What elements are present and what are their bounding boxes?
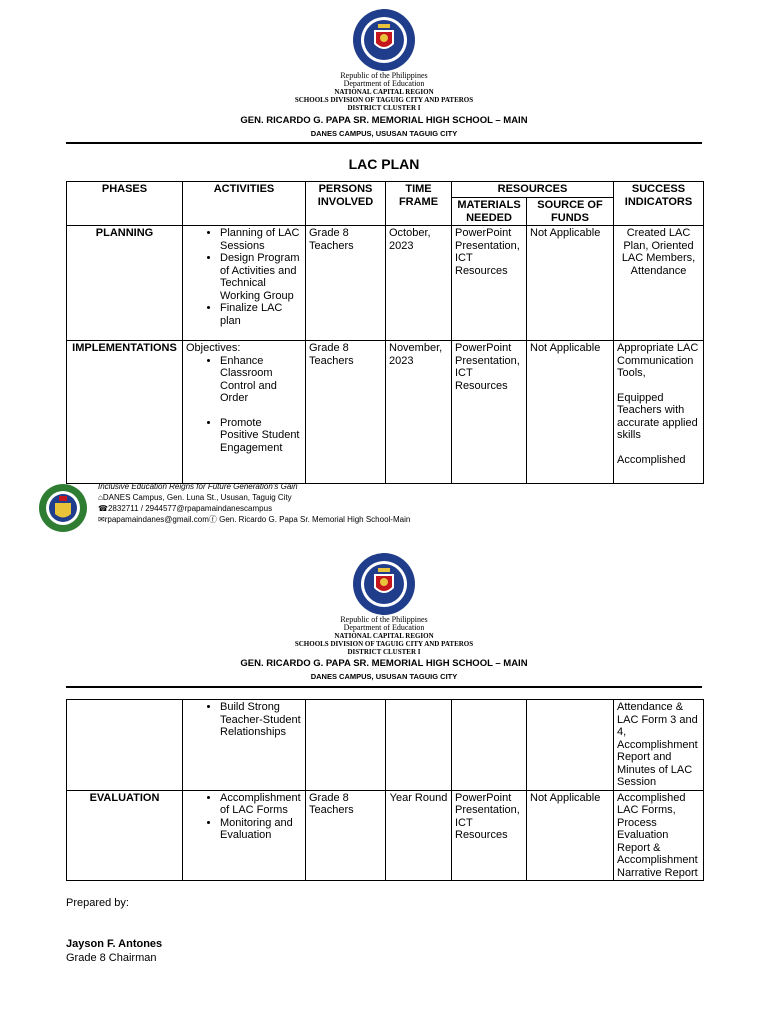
time-evaluation: Year Round [386, 790, 452, 881]
materials-implementations: PowerPoint Presentation, ICT Resources [452, 341, 527, 484]
success-line: Appropriate LAC Communication Tools, [617, 342, 699, 379]
phase-empty [67, 700, 183, 791]
deped-seal-icon [352, 8, 416, 72]
department-text: Department of Education [343, 623, 425, 632]
preparer-position: Grade 8 Chairman [66, 952, 157, 964]
list-item: • Planning of LAC Sessions [220, 227, 302, 252]
activities-evaluation [183, 790, 306, 881]
lac-plan-table-continued [66, 699, 704, 881]
activities-planning [183, 226, 306, 341]
school-name: GEN. RICARDO G. PAPA SR. MEMORIAL HIGH SCHOOL – MAIN [240, 115, 528, 126]
empty-cell [527, 700, 614, 791]
header-source: SOURCE OF FUNDS [527, 198, 614, 226]
phase-evaluation: EVALUATION [67, 790, 183, 881]
footer-facebook: Gen. Ricardo G. Papa Sr. Memorial High School-Main [219, 515, 411, 524]
deped-seal-icon [352, 552, 416, 616]
list-item: • Build Strong Teacher-Student Relationships [220, 701, 302, 739]
header-rule [66, 686, 702, 688]
region-text: NATIONAL CAPITAL REGION [334, 88, 434, 96]
header-rule [66, 142, 702, 144]
list-item: • Promote Positive Student Engagement [220, 417, 302, 455]
source-implementations: Not Applicable [527, 341, 614, 484]
phase-implementations: IMPLEMENTATIONS [67, 341, 183, 484]
table-row-continuation [67, 700, 704, 791]
footer-address: DANES Campus, Gen. Luna St., Ususan, Taguig City [102, 493, 292, 502]
activities-implementations [183, 341, 306, 484]
objectives-label: Objectives: [186, 342, 241, 354]
list-item: • Finalize LAC plan [220, 302, 302, 327]
page-footer [38, 481, 538, 535]
success-planning: Created LAC Plan, Oriented LAC Members, Attendance [614, 226, 704, 341]
header-activities: ACTIVITIES [183, 182, 306, 226]
facebook-icon: ⓕ [208, 515, 217, 524]
materials-planning: PowerPoint Presentation, ICT Resources [452, 226, 527, 341]
success-evaluation: Accomplished LAC Forms, Process Evaluation Report & Accomplishment Narrative Report [614, 790, 704, 881]
footer-phone: 2832711 / 2944577@rpapamaindanescampus [107, 504, 273, 513]
district-text: DISTRICT CLUSTER I [347, 104, 421, 112]
header-resources: RESOURCES [452, 182, 614, 198]
district-text: DISTRICT CLUSTER I [347, 648, 421, 656]
phone-icon: ☎ [98, 504, 108, 513]
source-planning: Not Applicable [527, 226, 614, 341]
header-persons: PERSONS INVOLVED [306, 182, 386, 226]
success-implementations [614, 341, 704, 484]
region-text: NATIONAL CAPITAL REGION [334, 632, 434, 640]
school-logo-icon [38, 483, 88, 533]
header-success: SUCCESS INDICATORS [614, 182, 704, 226]
source-evaluation: Not Applicable [527, 790, 614, 881]
page-title: LAC PLAN [348, 156, 420, 172]
table-header-row [67, 182, 704, 198]
persons-planning: Grade 8 Teachers [306, 226, 386, 341]
materials-evaluation: PowerPoint Presentation, ICT Resources [452, 790, 527, 881]
preparer-name: Jayson F. Antones [66, 938, 163, 950]
list-item: • Design Program of Activities and Technical Working Group [220, 252, 302, 302]
header-time: TIME FRAME [386, 182, 452, 226]
time-implementations: November, 2023 [386, 341, 452, 484]
empty-cell [452, 700, 527, 791]
activities-continuation [183, 700, 306, 791]
email-icon: ✉ [98, 515, 105, 524]
phase-planning: PLANNING [67, 226, 183, 341]
empty-cell [386, 700, 452, 791]
list-item: • Accomplishment of LAC Forms [220, 792, 302, 817]
lac-plan-table [66, 181, 704, 484]
table-row-evaluation [67, 790, 704, 881]
header-phases: PHASES [67, 182, 183, 226]
department-text: Department of Education [343, 79, 425, 88]
list-item: • Enhance Classroom Control and Order [220, 355, 302, 405]
success-continuation: Attendance & LAC Form 3 and 4, Accomplishment Report and Minutes of LAC Session [614, 700, 704, 791]
republic-text: Republic of the Philippines [340, 71, 428, 80]
table-row-implementations [67, 341, 704, 484]
republic-text: Republic of the Philippines [340, 615, 428, 624]
prepared-by-label: Prepared by: [66, 897, 129, 909]
list-item: • Monitoring and Evaluation [220, 817, 302, 842]
footer-motto: Inclusive Education Reigns for Future Generation’s Gain [98, 482, 298, 491]
success-line: Equipped Teachers with accurate applied skills [617, 391, 698, 441]
school-name: GEN. RICARDO G. PAPA SR. MEMORIAL HIGH SCHOOL – MAIN [240, 658, 528, 669]
division-text: SCHOOLS DIVISION OF TAGUIG CITY AND PATEROS [294, 96, 474, 104]
header-materials: MATERIALS NEEDED [452, 198, 527, 226]
footer-email: rpapamaindanes@gmail.com [104, 515, 209, 524]
table-row-planning [67, 226, 704, 341]
campus-name: DANES CAMPUS, USUSAN TAGUIG CITY [310, 672, 458, 681]
persons-implementations: Grade 8 Teachers [306, 341, 386, 484]
empty-cell [306, 700, 386, 791]
home-icon: ⌂ [98, 493, 103, 502]
persons-evaluation: Grade 8 Teachers [306, 790, 386, 881]
division-text: SCHOOLS DIVISION OF TAGUIG CITY AND PATEROS [294, 640, 474, 648]
campus-name: DANES CAMPUS, USUSAN TAGUIG CITY [310, 129, 458, 138]
time-planning: October, 2023 [386, 226, 452, 341]
success-line: Accomplished [617, 453, 686, 466]
